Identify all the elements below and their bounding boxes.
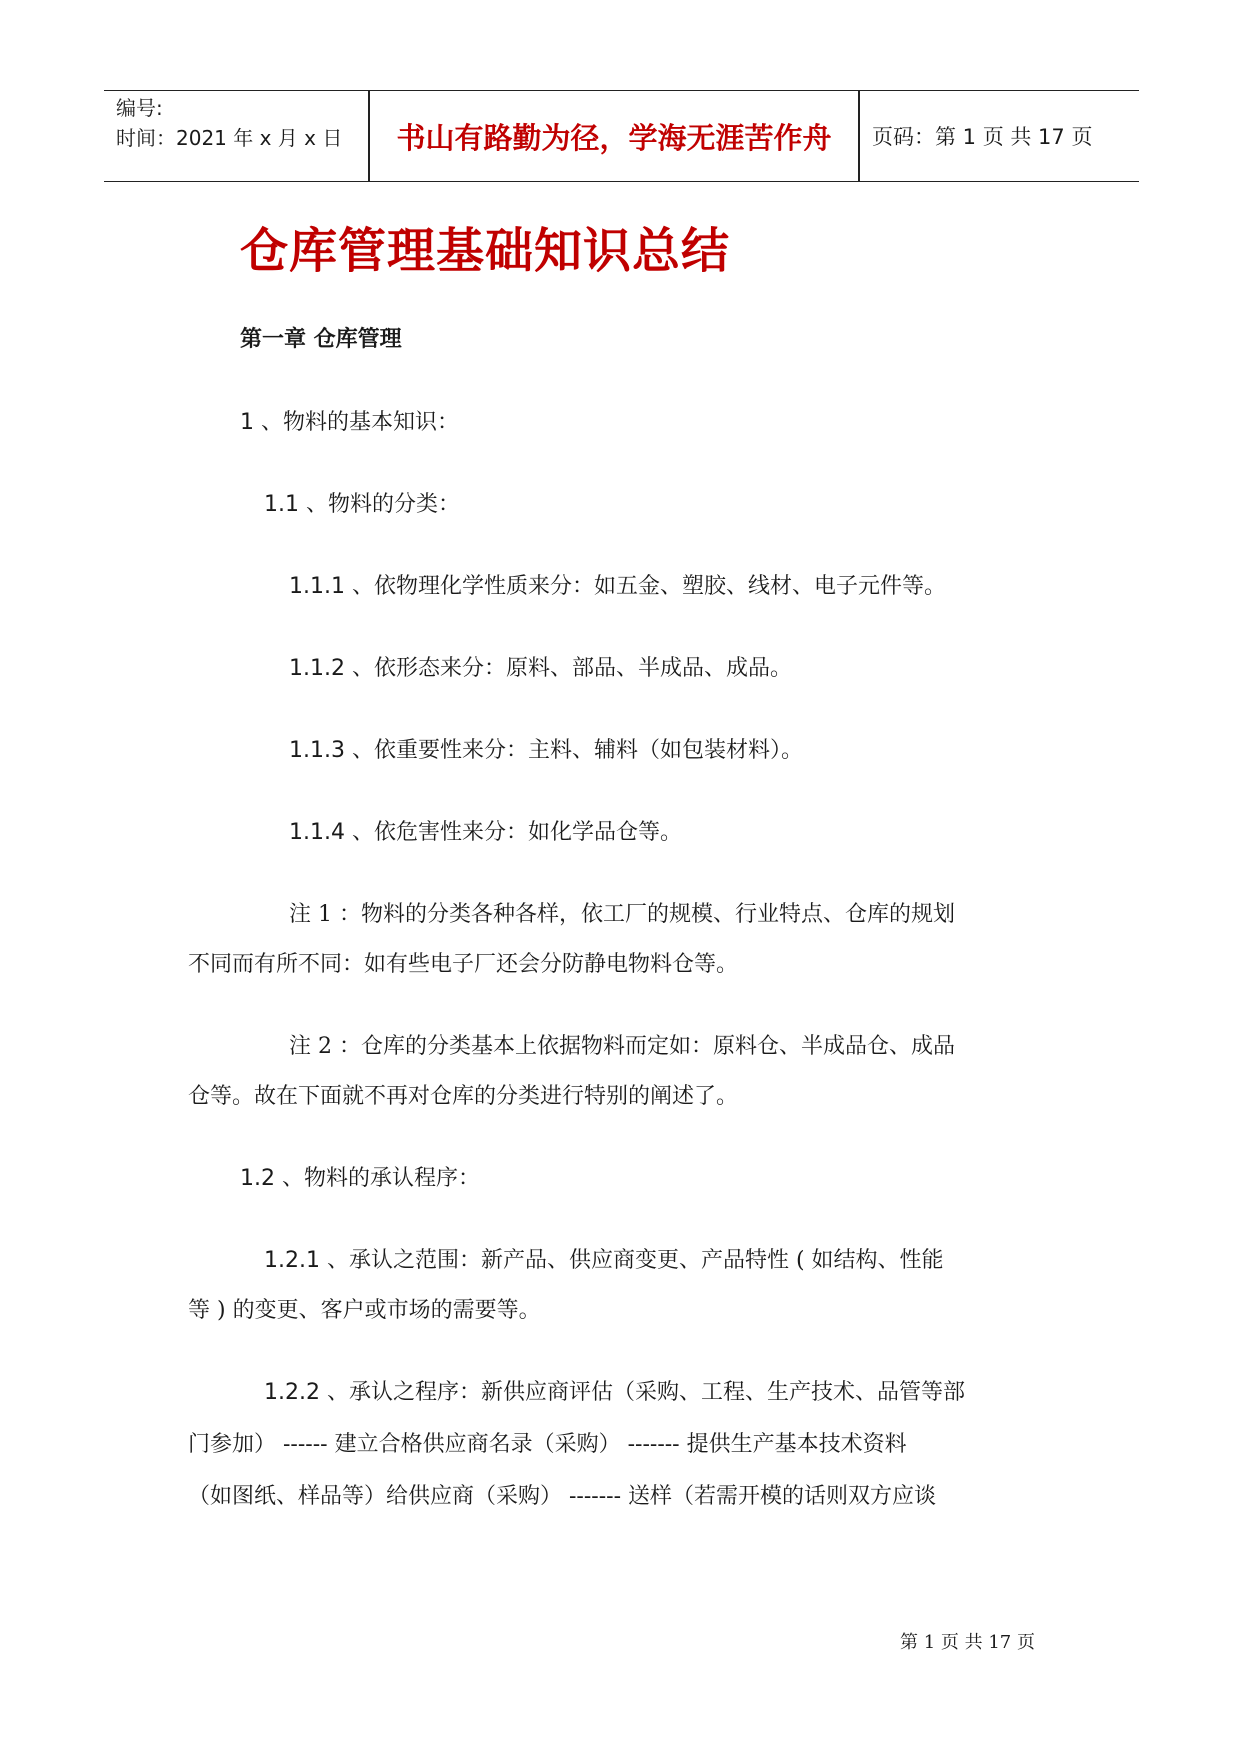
section-text: 、依危害性来分：如化学品仓等。 bbox=[344, 820, 682, 845]
section-text: 、承认之程序：新供应商评估（采购、工程、生产技术、品管等部 bbox=[319, 1380, 965, 1405]
section-number: 1.1.4 bbox=[289, 820, 345, 845]
chapter-heading: 第一章 仓库管理 bbox=[240, 327, 402, 352]
section-1-2-1-line-1 bbox=[264, 1246, 944, 1276]
note-1-line-1: 注 1 ：物料的分类各种各样，依工厂的规模、行业特点、仓库的规划 bbox=[289, 902, 955, 927]
section-1-1 bbox=[264, 490, 460, 520]
section-number: 1.1.1 bbox=[289, 574, 345, 599]
note-1-line-2: 不同而有所不同：如有些电子厂还会分防静电物料仓等。 bbox=[188, 952, 739, 977]
doc-time-label: 时间：2021 年 x 月 x 日 bbox=[116, 126, 343, 150]
section-text: 、物料的承认程序： bbox=[275, 1166, 480, 1191]
section-1 bbox=[240, 408, 459, 438]
section-1-1-1 bbox=[289, 572, 946, 602]
section-number: 1.1.2 bbox=[289, 656, 345, 681]
doc-number-label: 编号: bbox=[116, 96, 163, 120]
section-text: 、依重要性来分：主料、辅料（如包装材料）。 bbox=[344, 738, 803, 763]
page-footer: 第 1 页 共 17 页 bbox=[900, 1632, 1035, 1653]
section-text: 、物料的基本知识： bbox=[254, 410, 459, 435]
section-1-2 bbox=[240, 1164, 480, 1194]
note-2-line-2: 仓等。故在下面就不再对仓库的分类进行特别的阐述了。 bbox=[188, 1084, 739, 1109]
section-text: 、依形态来分：原料、部品、半成品、成品。 bbox=[344, 656, 792, 681]
page-header bbox=[104, 90, 1139, 182]
section-number: 1.1 bbox=[264, 492, 299, 517]
note-2-line-1: 注 2 ：仓库的分类基本上依据物料而定如：原料仓、半成品仓、成品 bbox=[289, 1034, 955, 1059]
section-1-2-1-line-2: 等 ) 的变更、客户或市场的需要等。 bbox=[188, 1298, 541, 1323]
section-number: 1.2 bbox=[240, 1166, 275, 1191]
section-1-1-3 bbox=[289, 736, 803, 766]
section-number: 1.2.1 bbox=[264, 1248, 320, 1273]
section-1-2-2-line-2: 门参加） ------ 建立合格供应商名录（采购） ------- 提供生产基本技术资料 bbox=[188, 1432, 907, 1457]
section-1-1-2 bbox=[289, 654, 792, 684]
section-text: 、承认之范围：新产品、供应商变更、产品特性 ( 如结构、性能 bbox=[319, 1248, 944, 1273]
header-divider bbox=[858, 91, 860, 181]
section-number: 1.1.3 bbox=[289, 738, 345, 763]
header-page-number: 页码：第 1 页 共 17 页 bbox=[872, 125, 1093, 149]
section-text: 、依物理化学性质来分：如五金、塑胶、线材、电子元件等。 bbox=[344, 574, 946, 599]
header-motto: 书山有路勤为径，学海无涯苦作舟 bbox=[396, 120, 832, 155]
section-number: 1 bbox=[240, 410, 254, 435]
section-1-2-2-line-1 bbox=[264, 1378, 965, 1408]
document-title: 仓库管理基础知识总结 bbox=[240, 223, 731, 279]
section-number: 1.2.2 bbox=[264, 1380, 320, 1405]
section-1-2-2-line-3: （如图纸、样品等）给供应商（采购） ------- 送样（若需开模的话则双方应谈 bbox=[188, 1484, 937, 1509]
header-meta bbox=[116, 93, 366, 153]
section-text: 、物料的分类： bbox=[299, 492, 460, 517]
section-1-1-4 bbox=[289, 818, 682, 848]
